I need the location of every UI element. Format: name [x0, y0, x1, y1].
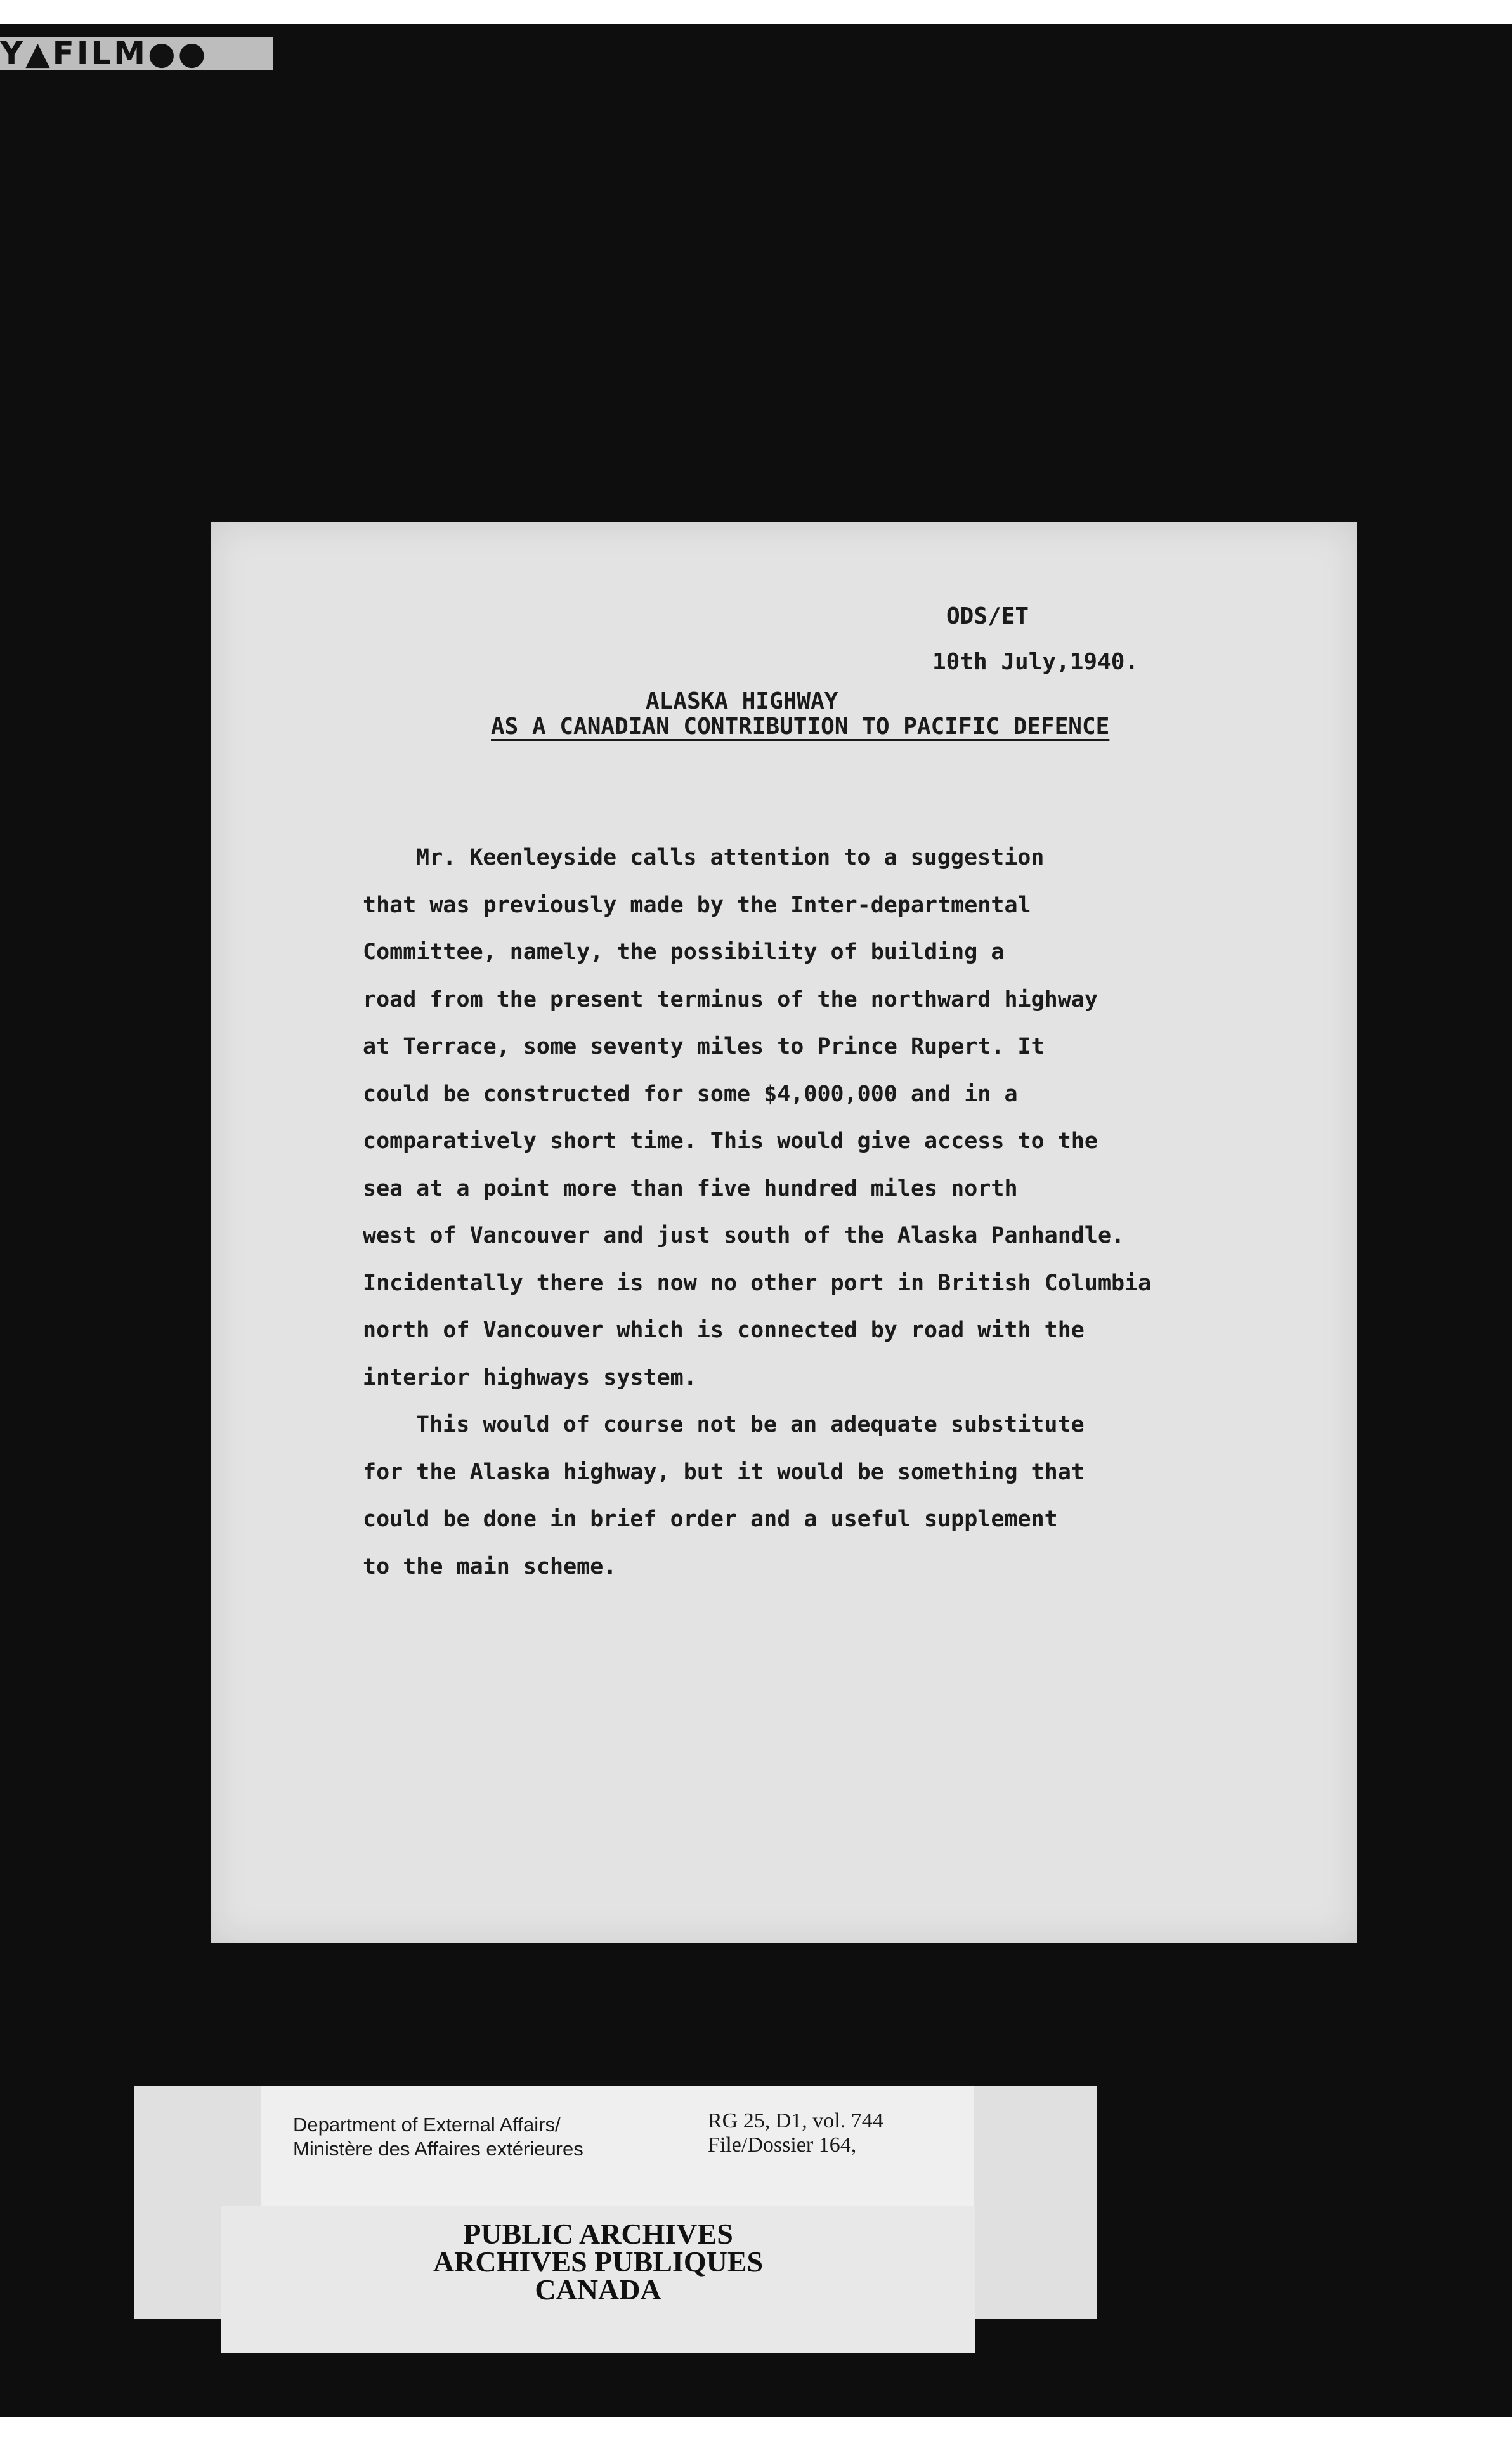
memo-title-line2: AS A CANADIAN CONTRIBUTION TO PACIFIC DEFENCE	[491, 714, 1110, 740]
department-line2: Ministère des Affaires extérieures	[293, 2138, 583, 2160]
body-line: comparatively short time. This would give access to the	[363, 1128, 1098, 1154]
stamp-line1: PUBLIC ARCHIVES	[463, 2218, 733, 2250]
archives-stamp	[221, 2220, 975, 2304]
reference-line2: File/Dossier 164,	[708, 2133, 857, 2157]
memo-sheet	[211, 522, 1357, 1943]
body-line: could be constructed for some $4,000,000 and in a	[363, 1081, 1018, 1107]
body-line: sea at a point more than five hundred miles north	[363, 1175, 1018, 1201]
body-line: could be done in brief order and a useful supplement	[363, 1507, 1058, 1532]
memo-title-line1: ALASKA HIGHWAY	[646, 688, 838, 714]
body-line: to the main scheme.	[363, 1553, 617, 1579]
stamp-line2: ARCHIVES PUBLIQUES	[433, 2245, 764, 2278]
stamp-line3: CANADA	[535, 2273, 662, 2306]
body-line: Incidentally there is now no other port in British Columbia	[363, 1270, 1152, 1296]
body-line: north of Vancouver which is connected by road with the	[363, 1317, 1085, 1343]
body-line: at Terrace, some seventy miles to Prince Rupert. It	[363, 1034, 1045, 1059]
reference-line1: RG 25, D1, vol. 744	[708, 2109, 883, 2133]
memo-reference: ODS/ET	[946, 603, 1029, 629]
body-line: This would of course not be an adequate substitute	[416, 1412, 1085, 1437]
body-line: road from the present terminus of the northward highway	[363, 986, 1098, 1012]
body-line: Mr. Keenleyside calls attention to a suggestion	[416, 845, 1045, 870]
film-label: Y▲FILM●●	[0, 37, 273, 70]
body-line: Committee, namely, the possibility of building a	[363, 939, 1005, 965]
department-line1: Department of External Affairs/	[293, 2114, 561, 2136]
memo-body	[363, 834, 1314, 1590]
body-line: interior highways system.	[363, 1364, 697, 1390]
memo-date: 10th July,1940.	[932, 649, 1139, 675]
body-line: that was previously made by the Inter-departmental	[363, 892, 1031, 918]
body-line: west of Vancouver and just south of the Alaska Panhandle.	[363, 1223, 1125, 1248]
body-line: for the Alaska highway, but it would be something that	[363, 1459, 1085, 1485]
